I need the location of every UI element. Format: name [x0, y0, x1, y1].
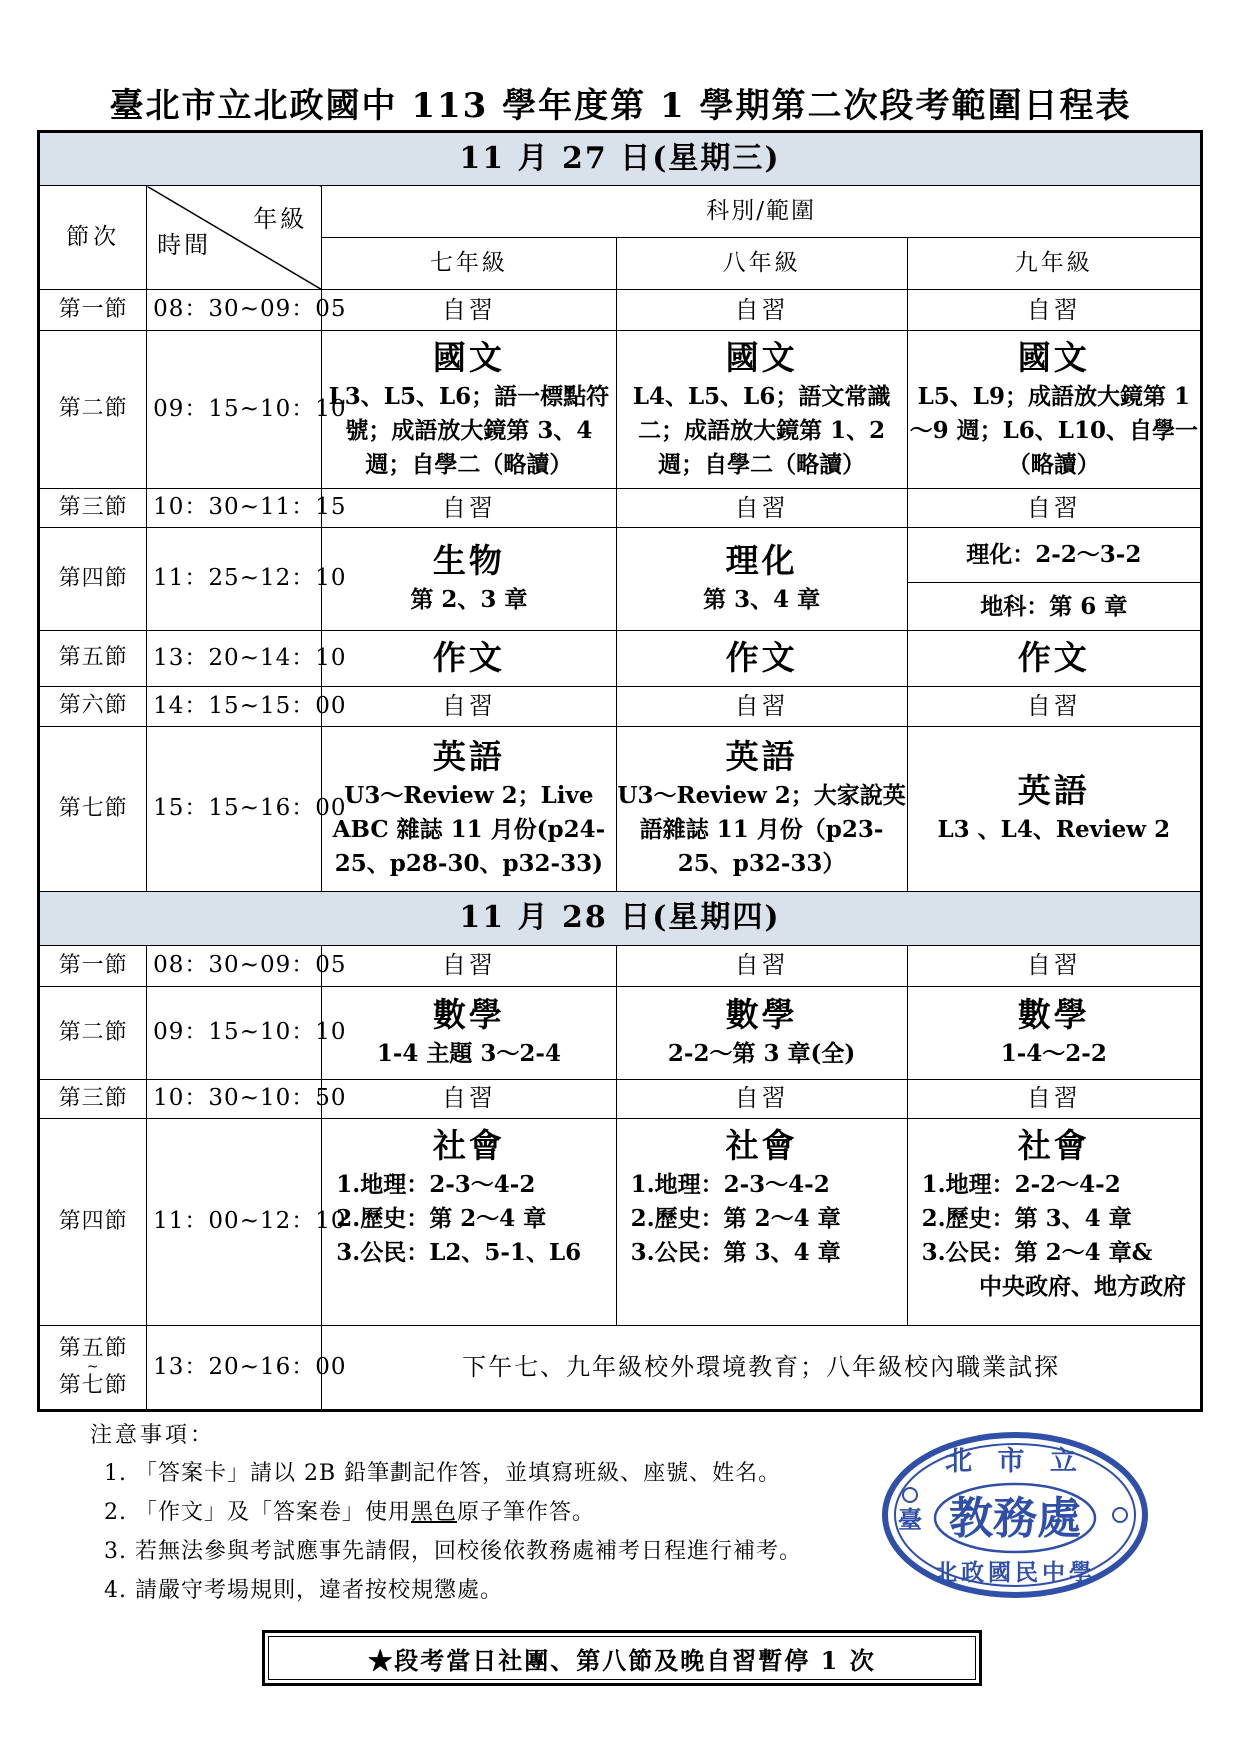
period-cell: 第三節 — [39, 489, 147, 528]
time-cell: 11：00~12：10 — [147, 1118, 322, 1326]
period-cell: 第七節 — [39, 727, 147, 891]
exam-cell — [322, 727, 616, 891]
note-item: 4. 請嚴守考場規則，違者按校規懲處。 — [104, 1578, 503, 1603]
period-cell: 第六節 — [39, 687, 147, 727]
page-title: 臺北市立北政國中 113 學年度第 1 學期第二次段考範圍日程表 — [109, 86, 1132, 126]
exam-cell — [616, 331, 907, 489]
academic-affairs-seal — [880, 1430, 1150, 1600]
subject-name: 作文 — [1017, 637, 1090, 677]
time-cell: 11：25~12：10 — [147, 527, 322, 630]
seal-left-char: 臺 — [898, 1505, 922, 1534]
note-item: 1. 「答案卡」請以 2B 鉛筆劃記作答，並填寫班級、座號、姓名。 — [104, 1461, 782, 1486]
table-row — [39, 630, 1202, 686]
time-cell: 09：15~10：10 — [147, 986, 322, 1079]
subject-name: 國文 — [1017, 338, 1090, 378]
subject-name: 數學 — [725, 995, 798, 1035]
period-cell: 第三節 — [39, 1079, 147, 1118]
grade-9-header: 九年級 — [907, 238, 1201, 290]
period-cell: 第五節 — [39, 630, 147, 686]
time-cell: 10：30~11：15 — [147, 489, 322, 528]
study-cell: 自習 — [907, 1079, 1201, 1118]
exam-range: L5、L9；成語放大鏡第 1～9 週；L6、L10、自學一（略讀） — [909, 382, 1198, 479]
table-row — [39, 1326, 1202, 1411]
exam-schedule-table — [37, 130, 1203, 1412]
exam-cell — [616, 727, 907, 891]
exam-range: L3 、L4、Review 2 — [937, 816, 1171, 844]
notes-title: 注意事項： — [90, 1423, 216, 1448]
period-start: 第五節 — [58, 1335, 128, 1361]
period-cell: 第一節 — [39, 945, 147, 986]
study-cell: 自習 — [616, 1079, 907, 1118]
exam-range: L3、L5、L6；語一標點符號；成語放大鏡第 3、4 週；自學二（略讀） — [328, 382, 610, 479]
subject-name: 英語 — [725, 737, 798, 777]
table-row — [39, 1118, 1202, 1326]
grade-7-header: 七年級 — [322, 238, 616, 290]
exam-range: 1-4～2-2 — [1000, 1040, 1107, 1068]
range-line: 1.地理：2-3～4-2 — [336, 1170, 536, 1198]
study-cell: 自習 — [322, 1079, 616, 1118]
range-line: 1.地理：2-3～4-2 — [630, 1170, 830, 1198]
subject-name: 作文 — [725, 637, 798, 677]
range-line: 中央政府、地方政府 — [979, 1272, 1186, 1300]
time-cell: 09：15~10：10 — [147, 331, 322, 489]
grade-time-header — [147, 186, 322, 290]
note-text: 2. 「作文」及「答案卷」使用 — [104, 1500, 411, 1525]
subject-name: 國文 — [725, 338, 798, 378]
range-line: 2.歷史：第 2～4 章 — [630, 1204, 841, 1232]
study-cell: 自習 — [322, 945, 616, 986]
range-line: 1.地理：2-2～4-2 — [921, 1170, 1121, 1198]
subject-name: 英語 — [432, 737, 505, 777]
study-cell: 自習 — [322, 289, 616, 330]
table-row — [39, 527, 1202, 582]
exam-cell — [616, 630, 907, 686]
subject-name: 社會 — [1017, 1125, 1090, 1165]
study-cell: 自習 — [616, 489, 907, 528]
time-label: 時間 — [157, 231, 212, 260]
time-cell: 08：30~09：05 — [147, 289, 322, 330]
period-cell: 第一節 — [39, 289, 147, 330]
table-row — [39, 1079, 1202, 1118]
footer-notice — [262, 1630, 982, 1686]
range-line: 3.公民：第 2～4 章& — [921, 1238, 1153, 1266]
exam-cell — [907, 727, 1201, 891]
exam-cell — [907, 1118, 1201, 1326]
time-cell: 08：30~09：05 — [147, 945, 322, 986]
study-cell: 自習 — [616, 289, 907, 330]
exam-cell — [322, 331, 616, 489]
subject-name: 理化 — [725, 541, 798, 581]
subject-name: 作文 — [432, 637, 505, 677]
period-cell: 第四節 — [39, 527, 147, 630]
study-cell: 自習 — [907, 945, 1201, 986]
exam-cell — [907, 331, 1201, 489]
time-cell: 14：15~15：00 — [147, 687, 322, 727]
note-underlined: 黑色 — [410, 1500, 457, 1525]
table-row — [39, 945, 1202, 986]
exam-range: 1-4 主題 3～2-4 — [376, 1040, 561, 1068]
period-cell: 第二節 — [39, 986, 147, 1079]
day2-header: 11 月 28 日(星期四) — [39, 891, 1202, 945]
exam-range-earth-science: 地科：第 6 章 — [907, 583, 1201, 631]
study-cell: 自習 — [907, 687, 1201, 727]
table-row — [39, 986, 1202, 1079]
exam-range: 第 2、3 章 — [410, 586, 528, 614]
study-cell: 自習 — [907, 289, 1201, 330]
grade-label: 年級 — [253, 205, 308, 234]
exam-cell — [907, 630, 1201, 686]
subject-name: 英語 — [1017, 771, 1090, 811]
table-row — [39, 727, 1202, 891]
note-item: 3. 若無法參與考試應事先請假，回校後依教務處補考日程進行補考。 — [104, 1539, 802, 1564]
exam-range: U3～Review 2；Live ABC 雜誌 11 月份(p24-25、p28-30、p32-33) — [332, 782, 606, 878]
note-text: 原子筆作答。 — [457, 1500, 596, 1525]
note-item — [104, 1496, 870, 1529]
subject-header: 科別/範圍 — [322, 186, 1202, 238]
study-cell: 自習 — [322, 687, 616, 727]
subject-name: 數學 — [432, 995, 505, 1035]
seal-flower-icon — [1113, 1508, 1127, 1522]
study-cell: 自習 — [322, 489, 616, 528]
day1-header: 11 月 27 日(星期三) — [39, 132, 1202, 186]
seal-flower-icon — [903, 1488, 917, 1502]
exam-range: L4、L5、L6；語文常識二；成語放大鏡第 1、2 週；自學二（略讀） — [632, 382, 891, 479]
subject-name: 國文 — [432, 338, 505, 378]
seal-top-text: 北 市 立 — [945, 1446, 1085, 1477]
exam-cell — [322, 527, 616, 630]
table-row — [39, 289, 1202, 330]
footer-text: ★段考當日社團、第八節及晚自習暫停 1 次 — [268, 1636, 976, 1680]
exam-cell — [322, 630, 616, 686]
seal-center-text: 教務處 — [949, 1493, 1081, 1544]
period-end: 第七節 — [58, 1373, 128, 1399]
range-line: 3.公民：第 3、4 章 — [630, 1238, 841, 1266]
exam-range: 2-2～第 3 章(全) — [667, 1040, 856, 1068]
exam-range: U3～Review 2；大家說英語雜誌 11 月份（p23-25、p32-33） — [617, 782, 906, 878]
range-line: 2.歷史：第 2～4 章 — [336, 1204, 547, 1232]
time-cell: 15：15~16：00 — [147, 727, 322, 891]
grade-8-header: 八年級 — [616, 238, 907, 290]
time-cell: 13：20~16：00 — [147, 1326, 322, 1411]
exam-range: 第 3、4 章 — [703, 586, 821, 614]
range-line: 2.歷史：第 3、4 章 — [921, 1204, 1132, 1232]
period-cell: 第二節 — [39, 331, 147, 489]
period-range-mark: ~ — [86, 1359, 100, 1376]
time-cell: 10：30~10：50 — [147, 1079, 322, 1118]
exam-cell — [907, 986, 1201, 1079]
exam-cell — [616, 986, 907, 1079]
subject-name: 社會 — [432, 1125, 505, 1165]
period-cell: 第四節 — [39, 1118, 147, 1326]
exam-cell — [322, 1118, 616, 1326]
table-row — [39, 687, 1202, 727]
exam-cell — [322, 986, 616, 1079]
afternoon-activity: 下午七、九年級校外環境教育；八年級校內職業試探 — [322, 1326, 1202, 1411]
subject-name: 生物 — [432, 541, 505, 581]
study-cell: 自習 — [907, 489, 1201, 528]
table-row — [39, 489, 1202, 528]
exam-cell — [616, 1118, 907, 1326]
seal-bottom-text: 北政國民中學 — [934, 1559, 1096, 1586]
period-header: 節次 — [39, 186, 147, 290]
table-row — [39, 331, 1202, 489]
period-cell — [39, 1326, 147, 1411]
notes-section — [90, 1418, 870, 1613]
exam-cell — [616, 527, 907, 630]
exam-range-physics: 理化：2-2～3-2 — [907, 527, 1201, 582]
subject-name: 數學 — [1017, 995, 1090, 1035]
time-cell: 13：20~14：10 — [147, 630, 322, 686]
study-cell: 自習 — [616, 945, 907, 986]
subject-name: 社會 — [725, 1125, 798, 1165]
study-cell: 自習 — [616, 687, 907, 727]
range-line: 3.公民：L2、5-1、L6 — [336, 1238, 582, 1266]
